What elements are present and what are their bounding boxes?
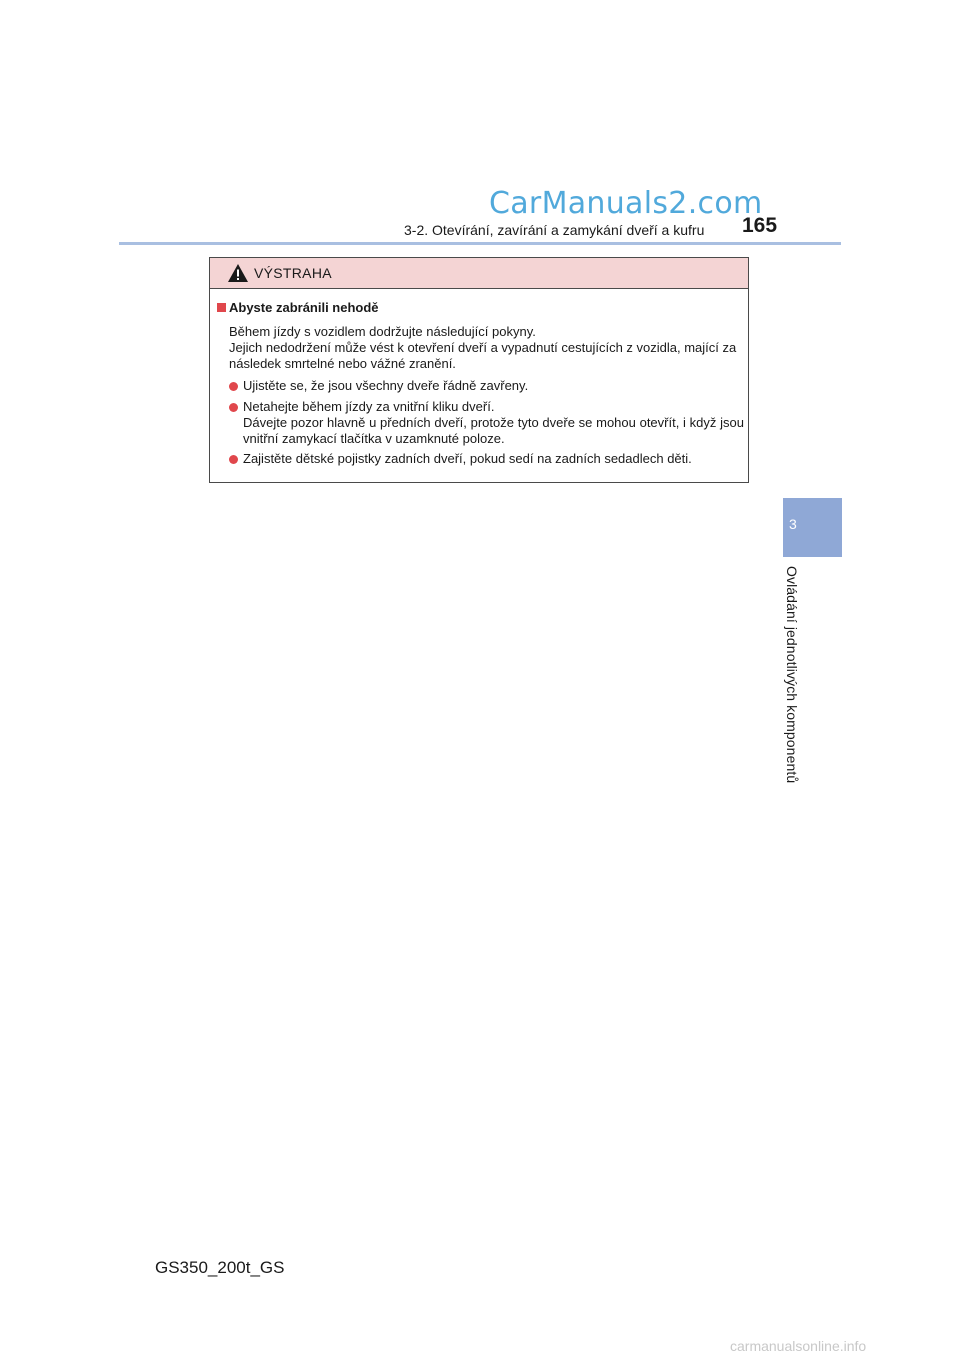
- bullet-dot: [229, 455, 238, 464]
- section-heading: Abyste zabránili nehodě: [229, 300, 379, 315]
- bullet-item-2: Netahejte během jízdy za vnitřní kliku dveří.: [243, 399, 495, 414]
- bullet-item-1: Ujistěte se, že jsou všechny dveře řádně zavřeny.: [243, 378, 529, 393]
- model-code: GS350_200t_GS: [155, 1258, 285, 1277]
- intro-line-2: Jejich nedodržení může vést k otevření dveří a vypadnutí cestujících z vozidla, mající za následek smrtelné nebo vážné zranění.: [229, 340, 737, 371]
- section-title: 3-2. Otevírání, zavírání a zamykání dveří a kufru: [404, 222, 705, 238]
- header-rule: [119, 242, 841, 245]
- warning-title: VÝSTRAHA: [254, 265, 332, 281]
- intro-line-1: Během jízdy s vozidlem dodržujte následující pokyny.: [229, 324, 536, 339]
- page-number: 165: [742, 214, 778, 237]
- watermark-carmanualsonline: carmanualsonline.info: [730, 1338, 867, 1354]
- warning-header: [210, 258, 748, 289]
- watermark-carmanuals2: CarManuals2.com: [489, 186, 763, 221]
- chapter-title-vertical: Ovládání jednotlivých komponentů: [784, 566, 800, 784]
- warning-triangle-icon: [227, 263, 249, 283]
- bullet-dot: [229, 382, 238, 391]
- warning-box: [209, 257, 749, 483]
- bullet-item-3: Zajistěte dětské pojistky zadních dveří, pokud sedí na zadních sedadlech děti.: [243, 451, 692, 466]
- chapter-tab-number: 3: [789, 516, 797, 532]
- bullet-item-2-detail: Dávejte pozor hlavně u předních dveří, protože tyto dveře se mohou otevřít, i když jsou vnitřní zamykací tlačítka v uzamknuté poloze.: [243, 415, 744, 446]
- bullet-dot: [229, 403, 238, 412]
- section-square-marker: [217, 303, 226, 312]
